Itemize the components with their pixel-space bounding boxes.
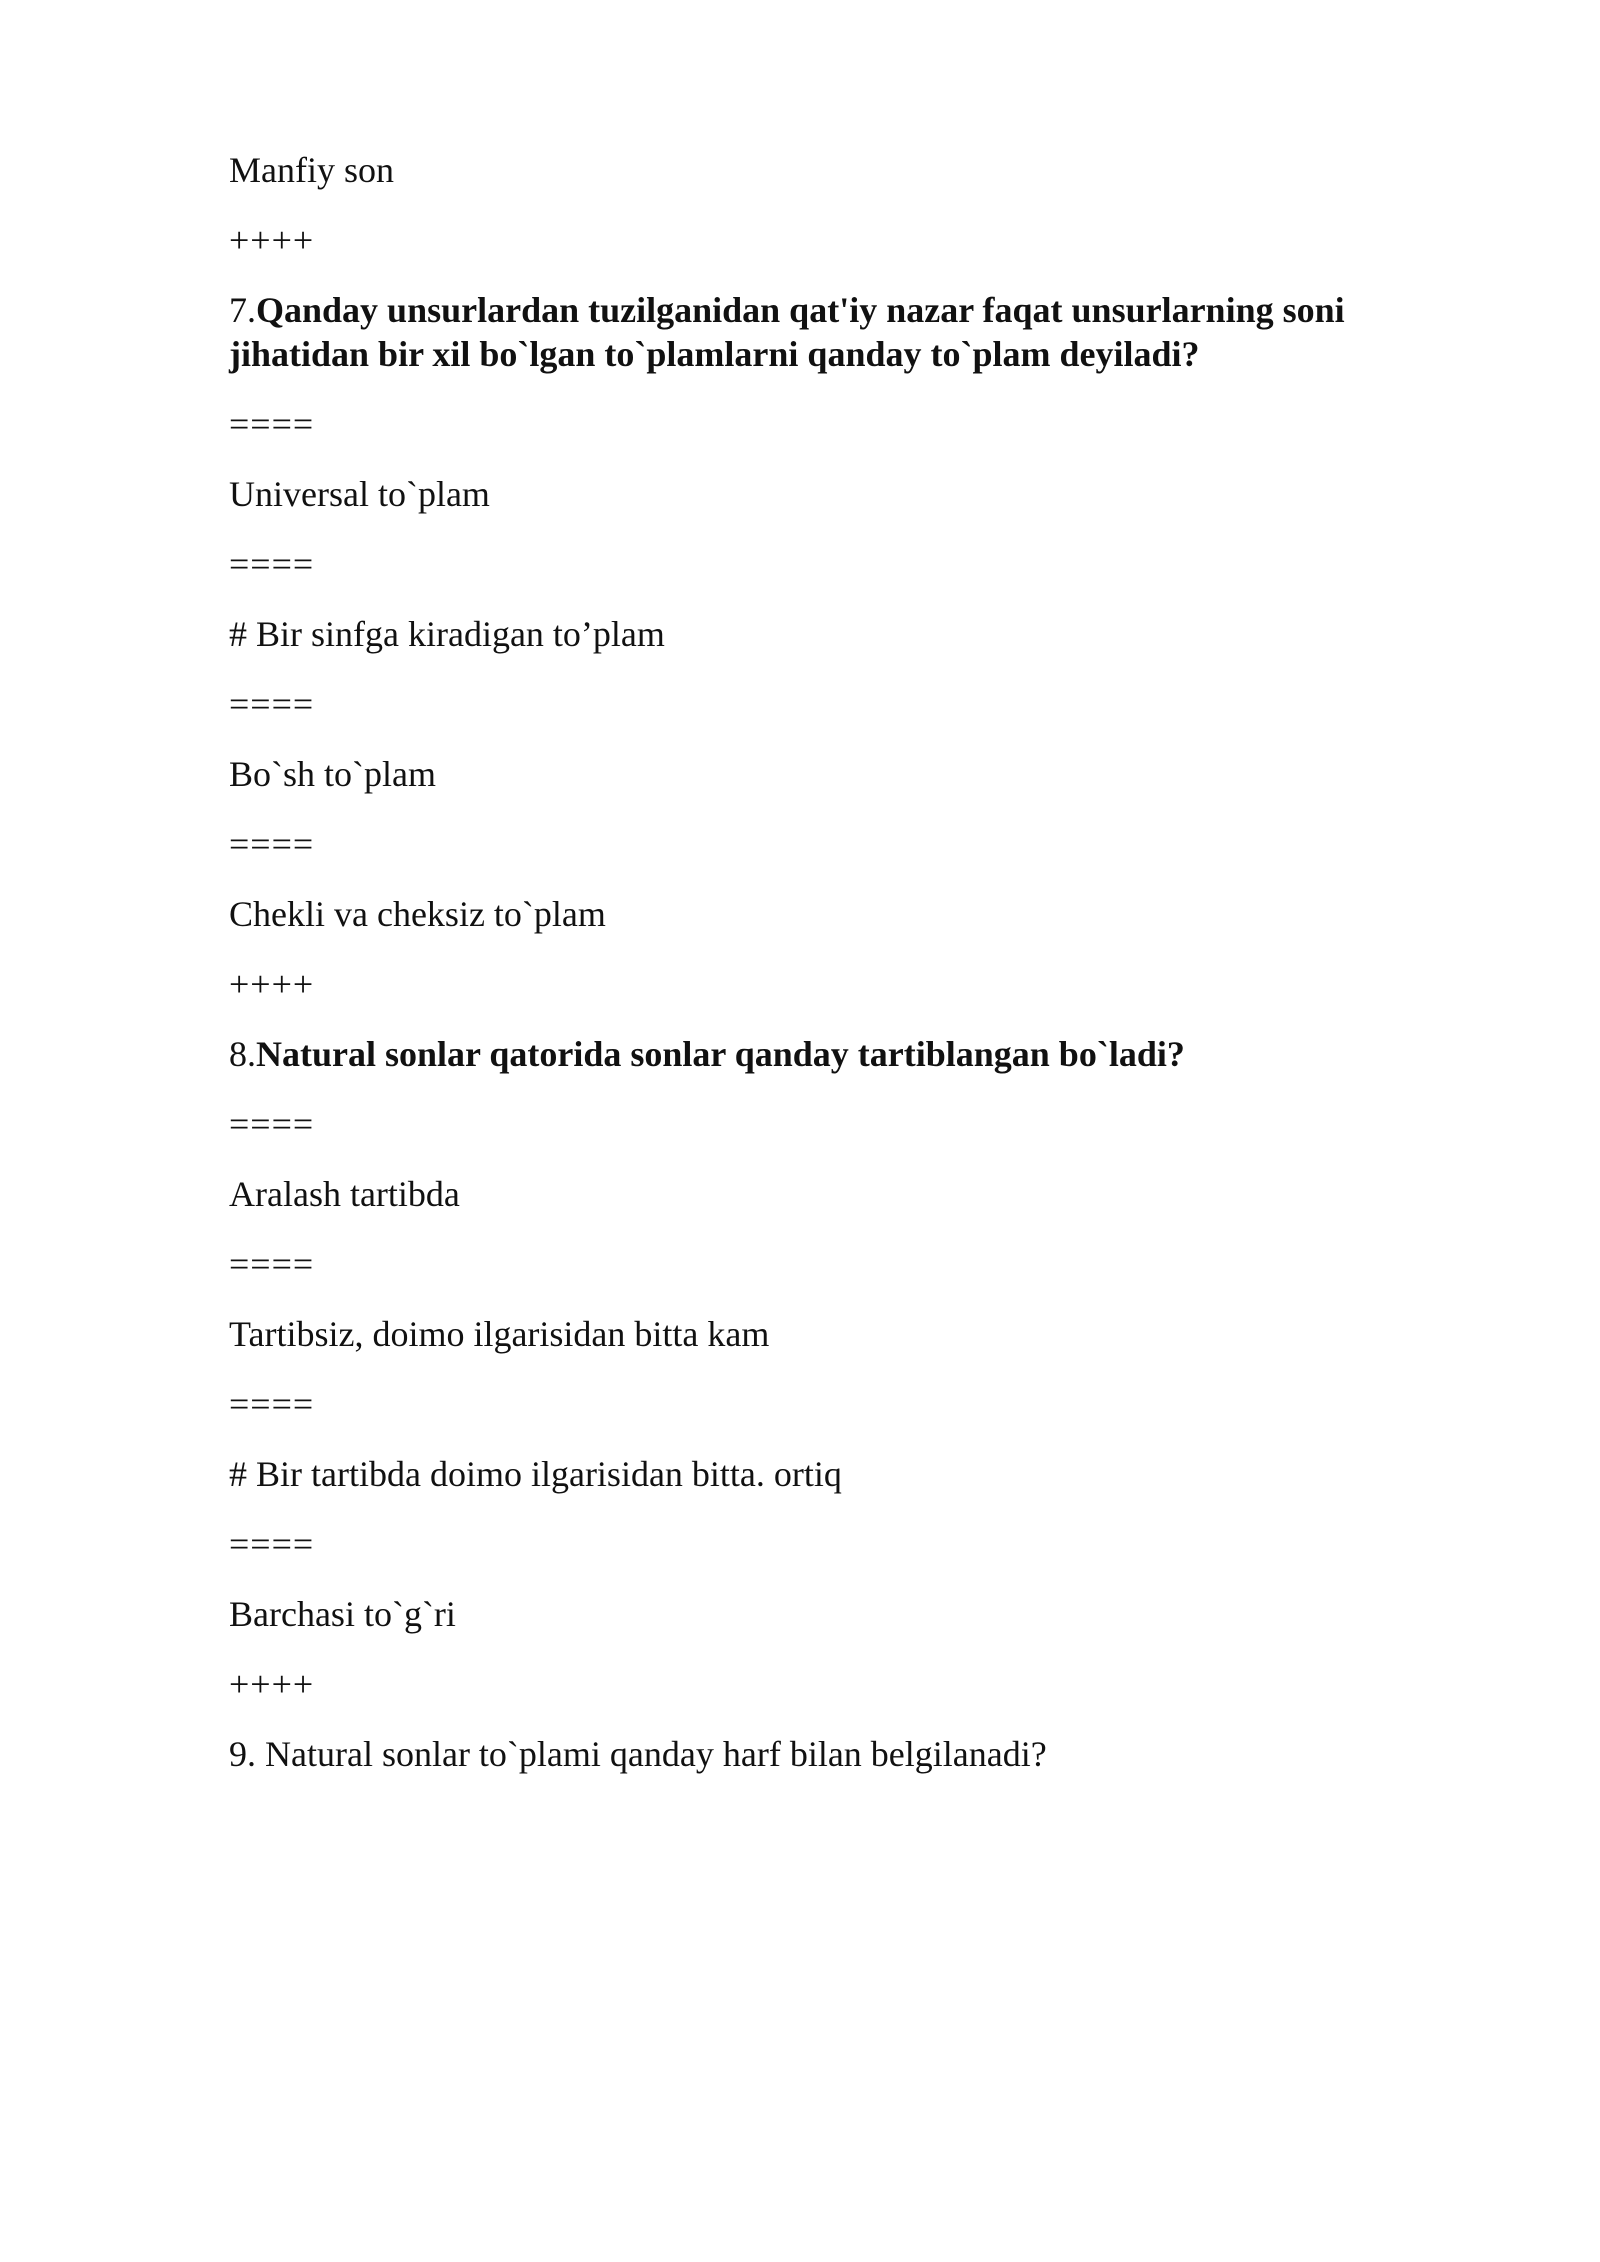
question-separator: ++++ xyxy=(229,1664,315,1704)
answer-option: Barchasi to`g`ri xyxy=(229,1594,456,1634)
answer-option: Manfiy son xyxy=(229,150,394,190)
answer-option: Universal to`plam xyxy=(229,474,490,514)
question-number: 7. xyxy=(229,290,256,330)
option-separator: ==== xyxy=(229,1244,315,1284)
question-separator: ++++ xyxy=(229,964,315,1004)
question-9: 9. Natural sonlar to`plami qanday harf bilan belgilanadi? xyxy=(229,1734,1047,1774)
answer-option-correct: # Bir tartibda doimo ilgarisidan bitta. ortiq xyxy=(229,1454,842,1494)
question-7 xyxy=(229,288,1409,376)
answer-option: Tartibsiz, doimo ilgarisidan bitta kam xyxy=(229,1314,770,1354)
question-separator: ++++ xyxy=(229,220,315,260)
option-separator: ==== xyxy=(229,684,315,724)
document-page xyxy=(229,148,1409,1802)
option-separator: ==== xyxy=(229,544,315,584)
question-8 xyxy=(229,1032,1409,1076)
answer-option: Bo`sh to`plam xyxy=(229,754,436,794)
option-separator: ==== xyxy=(229,1524,315,1564)
option-separator: ==== xyxy=(229,1104,315,1144)
question-text: Natural sonlar qatorida sonlar qanday tartiblangan bo`ladi? xyxy=(256,1034,1185,1074)
answer-option: Chekli va cheksiz to`plam xyxy=(229,894,606,934)
option-separator: ==== xyxy=(229,404,315,444)
option-separator: ==== xyxy=(229,824,315,864)
answer-option-correct: # Bir sinfga kiradigan to’plam xyxy=(229,614,665,654)
option-separator: ==== xyxy=(229,1384,315,1424)
question-number: 8. xyxy=(229,1034,256,1074)
answer-option: Aralash tartibda xyxy=(229,1174,460,1214)
question-text: Qanday unsurlardan tuzilganidan qat'iy nazar faqat unsurlarning soni jihatidan bir xil bo`lgan to`plamlarni qanday to`plam deyiladi? xyxy=(229,290,1345,374)
